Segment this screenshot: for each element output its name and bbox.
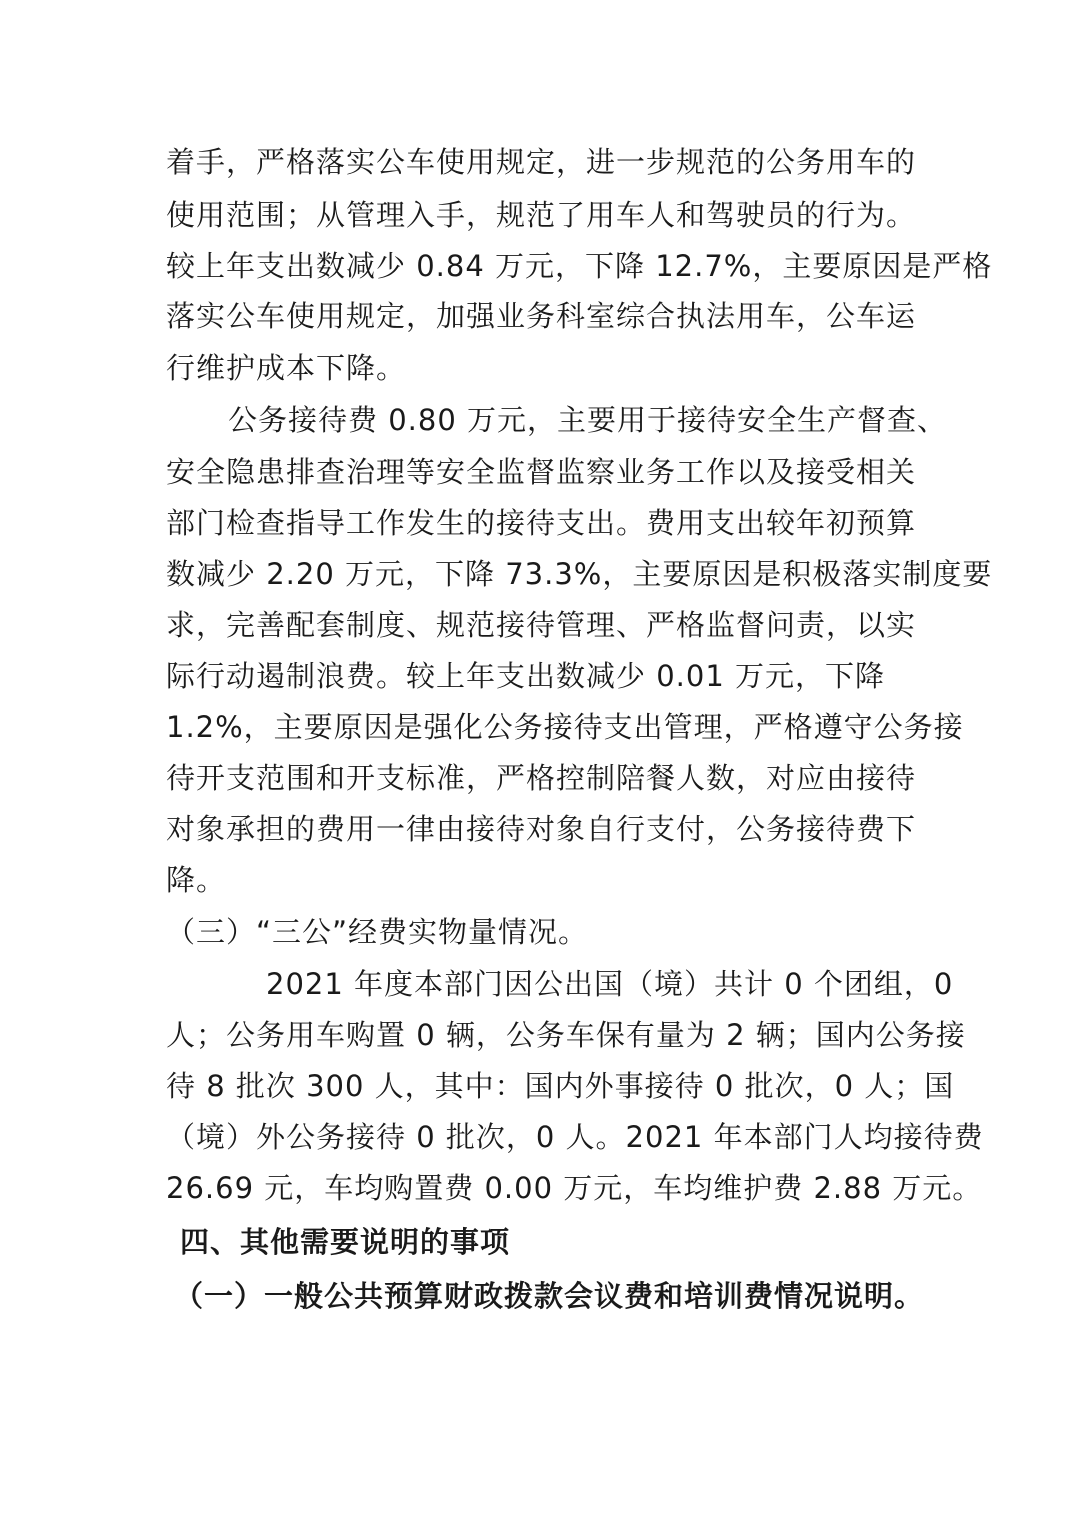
body-text-line: 较上年支出数减少 0.84 万元，下降 12.7%，主要原因是严格 <box>166 249 993 283</box>
body-text-line: 26.69 元，车均购置费 0.00 万元，车均维护费 2.88 万元。 <box>166 1171 983 1205</box>
body-text-line: 待 8 批次 300 人，其中：国内外事接待 0 批次，0 人；国 <box>166 1069 955 1103</box>
paragraph-first-line: 公务接待费 0.80 万元，主要用于接待安全生产督查、 <box>228 403 948 437</box>
paragraph-first-line: 2021 年度本部门因公出国（境）共计 0 个团组，0 <box>266 967 954 1001</box>
body-text-line: 行维护成本下降。 <box>166 351 407 385</box>
body-text-line: 际行动遏制浪费。较上年支出数减少 0.01 万元，下降 <box>166 659 886 693</box>
body-text-line: 落实公车使用规定，加强业务科室综合执法用车，公车运 <box>166 299 917 333</box>
body-text-line: 降。 <box>166 863 227 897</box>
body-text-line: 着手，严格落实公车使用规定，进一步规范的公务用车的 <box>166 145 917 179</box>
body-text-line: （境）外公务接待 0 批次，0 人。2021 年本部门人均接待费 <box>166 1120 984 1154</box>
body-text-line: 求，完善配套制度、规范接待管理、严格监督问责，以实 <box>166 608 917 642</box>
body-text-line: 数减少 2.20 万元，下降 73.3%，主要原因是积极落实制度要 <box>166 557 993 591</box>
body-text-line: 部门检查指导工作发生的接待支出。费用支出较年初预算 <box>166 506 917 540</box>
section-heading-4: 四、其他需要说明的事项 <box>180 1225 511 1259</box>
body-text-line: 人；公务用车购置 0 辆，公务车保有量为 2 辆；国内公务接 <box>166 1018 966 1052</box>
body-text-line: 待开支范围和开支标准，严格控制陪餐人数，对应由接待 <box>166 761 917 795</box>
body-text-line: 对象承担的费用一律由接待对象自行支付，公务接待费下 <box>166 812 917 846</box>
body-text-line: 1.2%，主要原因是强化公务接待支出管理，严格遵守公务接 <box>166 710 964 744</box>
section-heading-3: （三）“三公”经费实物量情况。 <box>166 915 589 949</box>
body-text-line: 安全隐患排查治理等安全监督监察业务工作以及接受相关 <box>166 455 917 489</box>
subsection-heading: （一）一般公共预算财政拨款会议费和培训费情况说明。 <box>174 1279 925 1313</box>
body-text-line: 使用范围；从管理入手，规范了用车人和驾驶员的行为。 <box>166 198 917 232</box>
